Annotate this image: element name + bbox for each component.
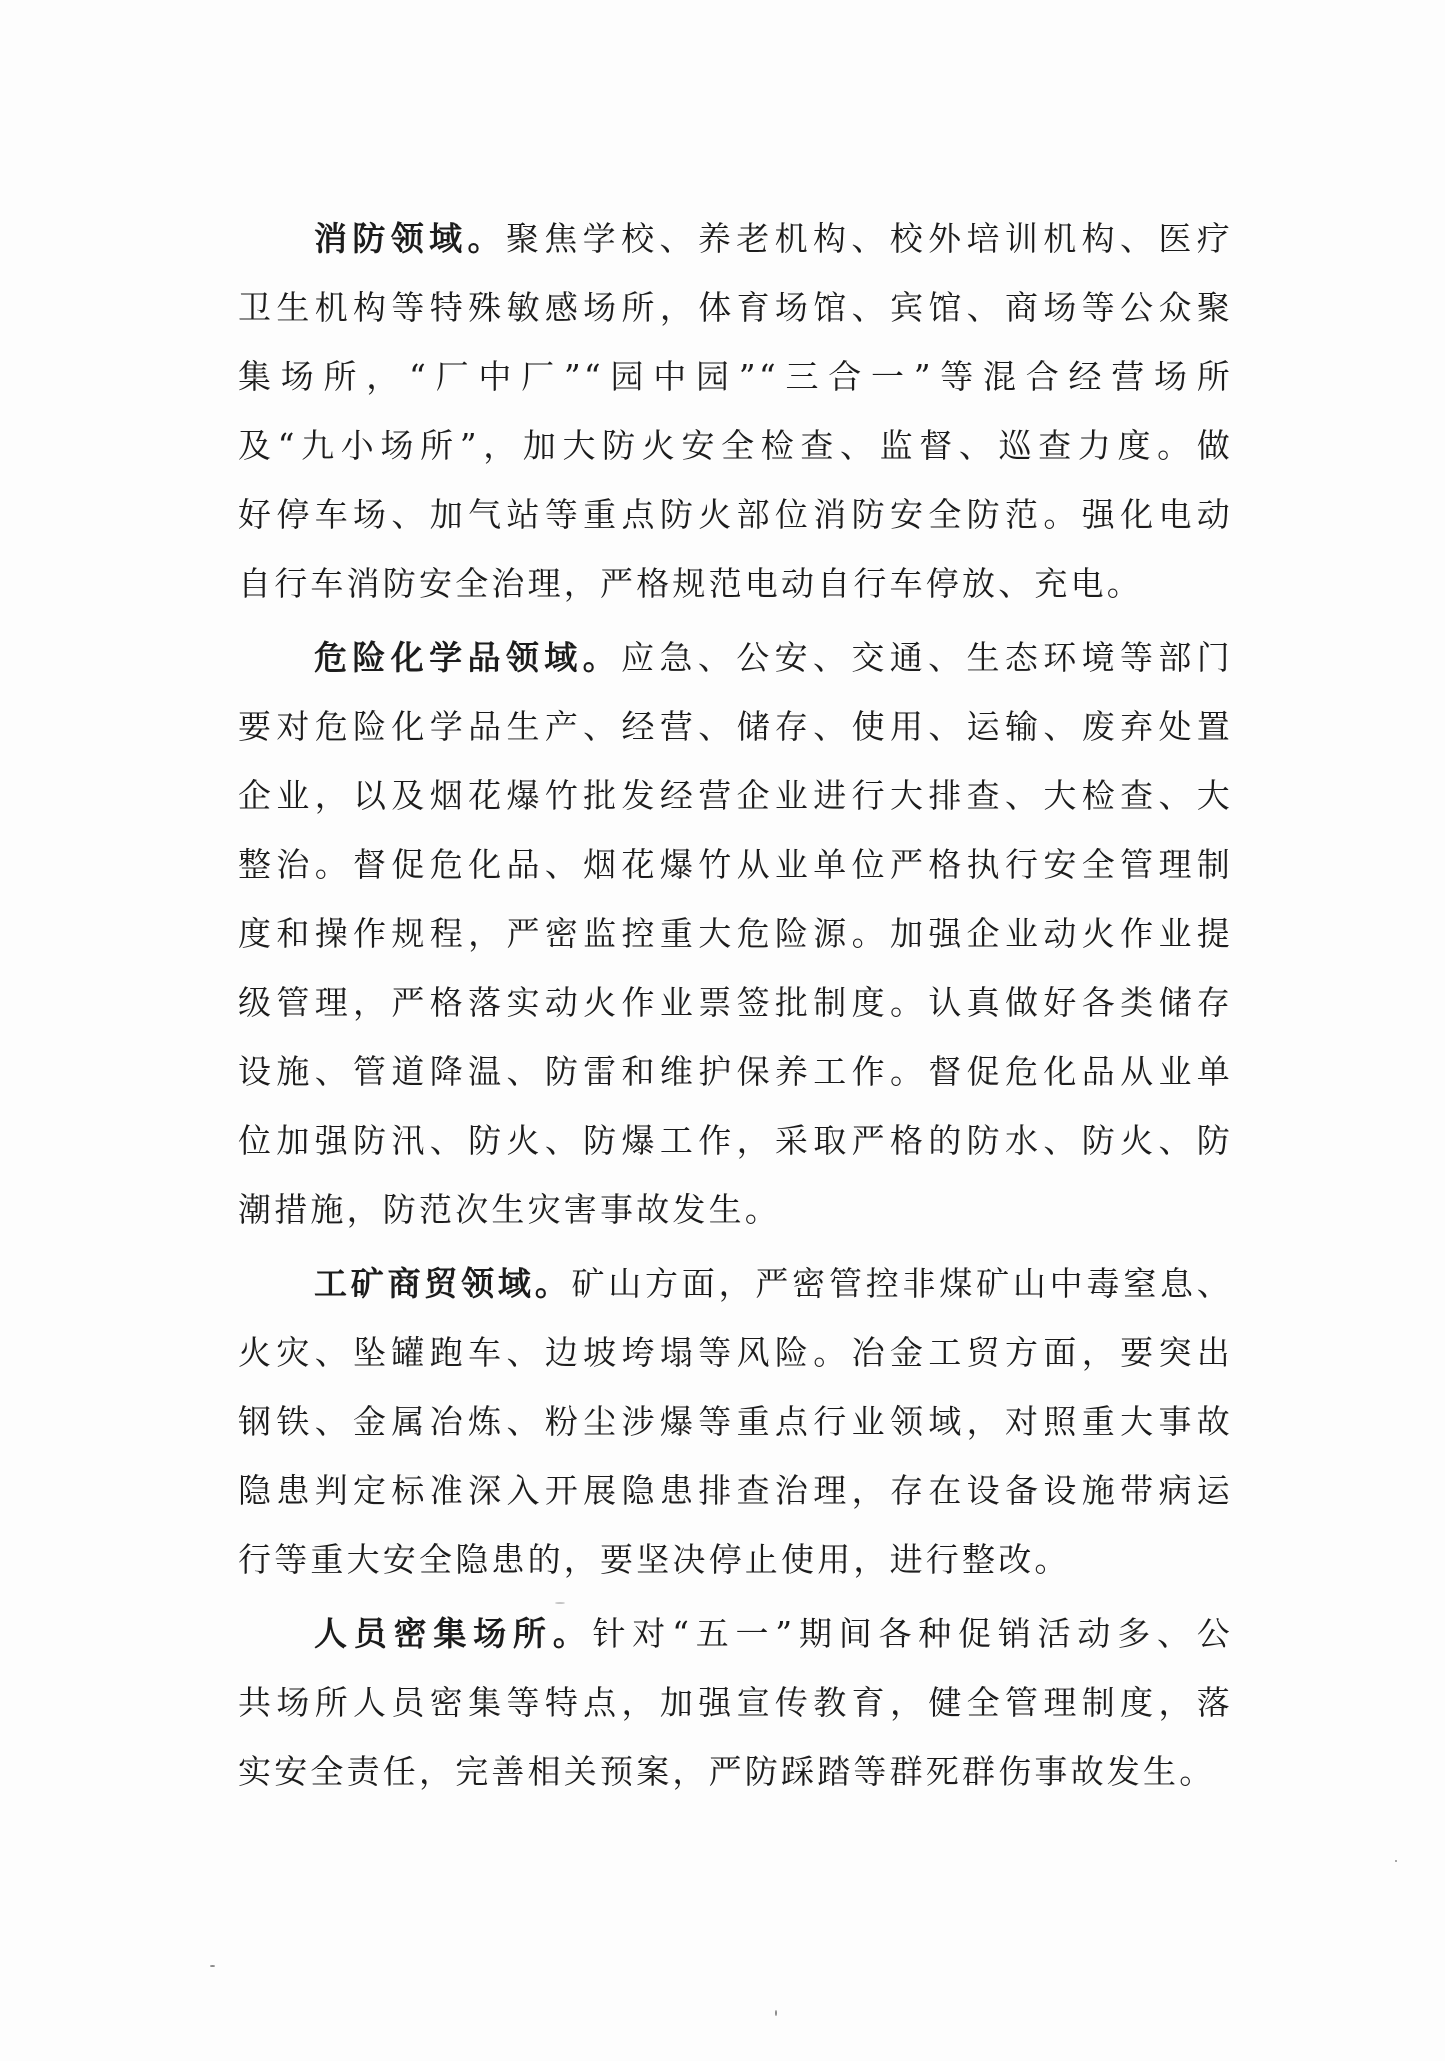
paragraph-line: 及“九小场所”，加大防火安全检查、监督、巡查力度。做 xyxy=(238,426,1233,465)
paragraph-heading: 人员密集场所。 xyxy=(314,1614,593,1653)
paragraph-heading: 工矿商贸领域。 xyxy=(314,1264,572,1303)
paragraph-line: 要对危险化学品生产、经营、储存、使用、运输、废弃处置 xyxy=(238,707,1233,746)
paragraph-line xyxy=(238,204,1233,273)
paragraph-line xyxy=(238,623,1233,692)
scan-speck xyxy=(1395,1860,1397,1862)
line-text: 矿山方面，严密管控非煤矿山中毒窒息、 xyxy=(571,1264,1233,1303)
paragraph-line: 火灾、坠罐跑车、边坡垮塌等风险。冶金工贸方面，要突出 xyxy=(238,1333,1233,1372)
paragraph-line: 度和操作规程，严密监控重大危险源。加强企业动火作业提 xyxy=(238,914,1233,953)
paragraph-line: 钢铁、金属冶炼、粉尘涉爆等重点行业领域，对照重大事故 xyxy=(238,1402,1233,1441)
paragraph-line: 卫生机构等特殊敏感场所，体育场馆、宾馆、商场等公众聚 xyxy=(238,288,1233,327)
paragraph-line: 共场所人员密集等特点，加强宣传教育，健全管理制度，落 xyxy=(238,1683,1233,1722)
paragraph-line: 好停车场、加气站等重点防火部位消防安全防范。强化电动 xyxy=(238,495,1233,534)
line-text: 针对“五一”期间各种促销活动多、公 xyxy=(592,1614,1233,1653)
scan-speck xyxy=(775,2010,777,2016)
paragraph-line: 位加强防汛、防火、防爆工作，采取严格的防水、防火、防 xyxy=(238,1121,1233,1160)
document-body xyxy=(238,204,1233,1811)
paragraph-fire-safety xyxy=(238,204,1233,618)
paragraph-line xyxy=(238,1249,1233,1318)
paragraph-line xyxy=(238,1599,1233,1668)
paragraph-crowded-places xyxy=(238,1599,1233,1806)
line-text: 应急、公安、交通、生态环境等部门 xyxy=(621,638,1233,677)
line-text: 聚焦学校、养老机构、校外培训机构、医疗 xyxy=(505,219,1233,258)
paragraph-hazardous-chemicals xyxy=(238,623,1233,1244)
paragraph-line: 整治。督促危化品、烟花爆竹从业单位严格执行安全管理制 xyxy=(238,845,1233,884)
paragraph-industry-mining-trade xyxy=(238,1249,1233,1594)
paragraph-line: 设施、管道降温、防雷和维护保养工作。督促危化品从业单 xyxy=(238,1052,1233,1091)
paragraph-heading: 危险化学品领域。 xyxy=(314,638,622,677)
paragraph-line: 潮措施，防范次生灾害事故发生。 xyxy=(238,1190,781,1229)
paragraph-line: 企业，以及烟花爆竹批发经营企业进行大排查、大检查、大 xyxy=(238,776,1233,815)
scan-speck xyxy=(210,1965,215,1967)
paragraph-line: 行等重大安全隐患的，要坚决停止使用，进行整改。 xyxy=(238,1540,1071,1579)
paragraph-line: 实安全责任，完善相关预案，严防踩踏等群死群伤事故发生。 xyxy=(238,1752,1216,1791)
paragraph-line: 集场所，“厂中厂”“园中园”“三合一”等混合经营场所 xyxy=(238,357,1233,396)
paragraph-heading: 消防领域。 xyxy=(314,219,506,258)
paragraph-line: 级管理，严格落实动火作业票签批制度。认真做好各类储存 xyxy=(238,983,1233,1022)
paragraph-line: 隐患判定标准深入开展隐患排查治理，存在设备设施带病运 xyxy=(238,1471,1233,1510)
scan-speck xyxy=(555,1602,565,1604)
paragraph-line: 自行车消防安全治理，严格规范电动自行车停放、充电。 xyxy=(238,564,1143,603)
